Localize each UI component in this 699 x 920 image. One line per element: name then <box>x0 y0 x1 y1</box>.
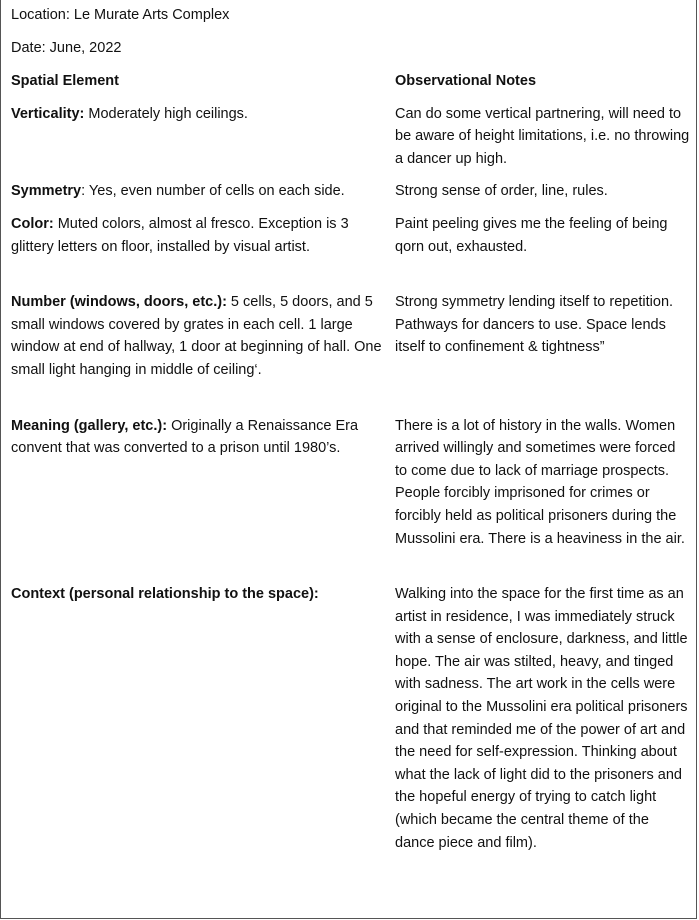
spatial-cell <box>11 583 395 864</box>
notes-cell: Strong symmetry lending itself to repetition. Pathways for dancers to use. Space lends itself to confinement & tightness” <box>395 294 674 356</box>
spatial-label: Verticality: <box>11 105 85 122</box>
table-header-row <box>11 70 691 103</box>
spatial-text: : Yes, even number of cells on each side. <box>81 183 345 200</box>
table-row <box>11 103 691 181</box>
table-row <box>11 415 691 584</box>
spatial-text: Originally a Renaissance Era convent that was converted to a prison until 1980’s. <box>11 417 359 457</box>
header-observational-notes: Observational Notes <box>395 73 537 89</box>
table-row <box>11 180 691 213</box>
table-row <box>11 291 691 414</box>
spatial-cell <box>11 291 395 414</box>
notes-cell: Strong sense of order, line, rules. <box>395 183 608 200</box>
spatial-cell <box>11 180 395 213</box>
date-line: Date: June, 2022 <box>11 40 122 56</box>
spatial-cell <box>11 103 395 181</box>
observation-table <box>11 70 691 864</box>
spatial-cell <box>11 213 395 291</box>
spatial-cell <box>11 415 395 584</box>
spatial-label: Meaning (gallery, etc.): <box>11 417 168 434</box>
notes-cell: There is a lot of history in the walls. Women arrived willingly and sometimes were forced to come due to lack of marriage prospects. People forcibly imprisoned for crimes or forcibly held as political prisoners during the Mussolini era. There is a heaviness in the air. <box>395 417 685 547</box>
spatial-label: Color: <box>11 215 54 232</box>
spatial-label: Context (personal relationship to the space): <box>11 586 319 603</box>
notes-cell: Walking into the space for the first time as an artist in residence, I was immediately struck with a sense of enclosure, darkness, and little hope. The air was stilted, heavy, and tinged with sadness. The art work in the cells were original to the Mussolini era political prisoners and that reminded me of the power of art and the need for self-expression. Thinking about what the lack of light did to the prisoners and the hopeful energy of trying to catch light (which became the central theme of the dance piece and film). <box>395 586 688 851</box>
table-row <box>11 583 691 864</box>
notes-cell: Can do some vertical partnering, will need to be aware of height limitations, i.e. no throwing a dancer up high. <box>395 105 690 167</box>
spatial-label: Number (windows, doors, etc.): <box>11 294 227 311</box>
spatial-text: Muted colors, almost al fresco. Exception is 3 glittery letters on floor, installed by visual artist. <box>11 215 349 255</box>
location-line: Location: Le Murate Arts Complex <box>11 7 230 23</box>
table-row <box>11 213 691 291</box>
header-spatial-element: Spatial Element <box>11 73 119 89</box>
spatial-text: Moderately high ceilings. <box>84 105 248 122</box>
spatial-label: Symmetry <box>11 183 82 200</box>
notes-cell: Paint peeling gives me the feeling of being qorn out, exhausted. <box>395 215 668 255</box>
spatial-text: 5 cells, 5 doors, and 5 small windows covered by grates in each cell. 1 large window at end of hallway, 1 door at beginning of hall. One small light hanging in middle of ceiling‘. <box>11 294 382 378</box>
